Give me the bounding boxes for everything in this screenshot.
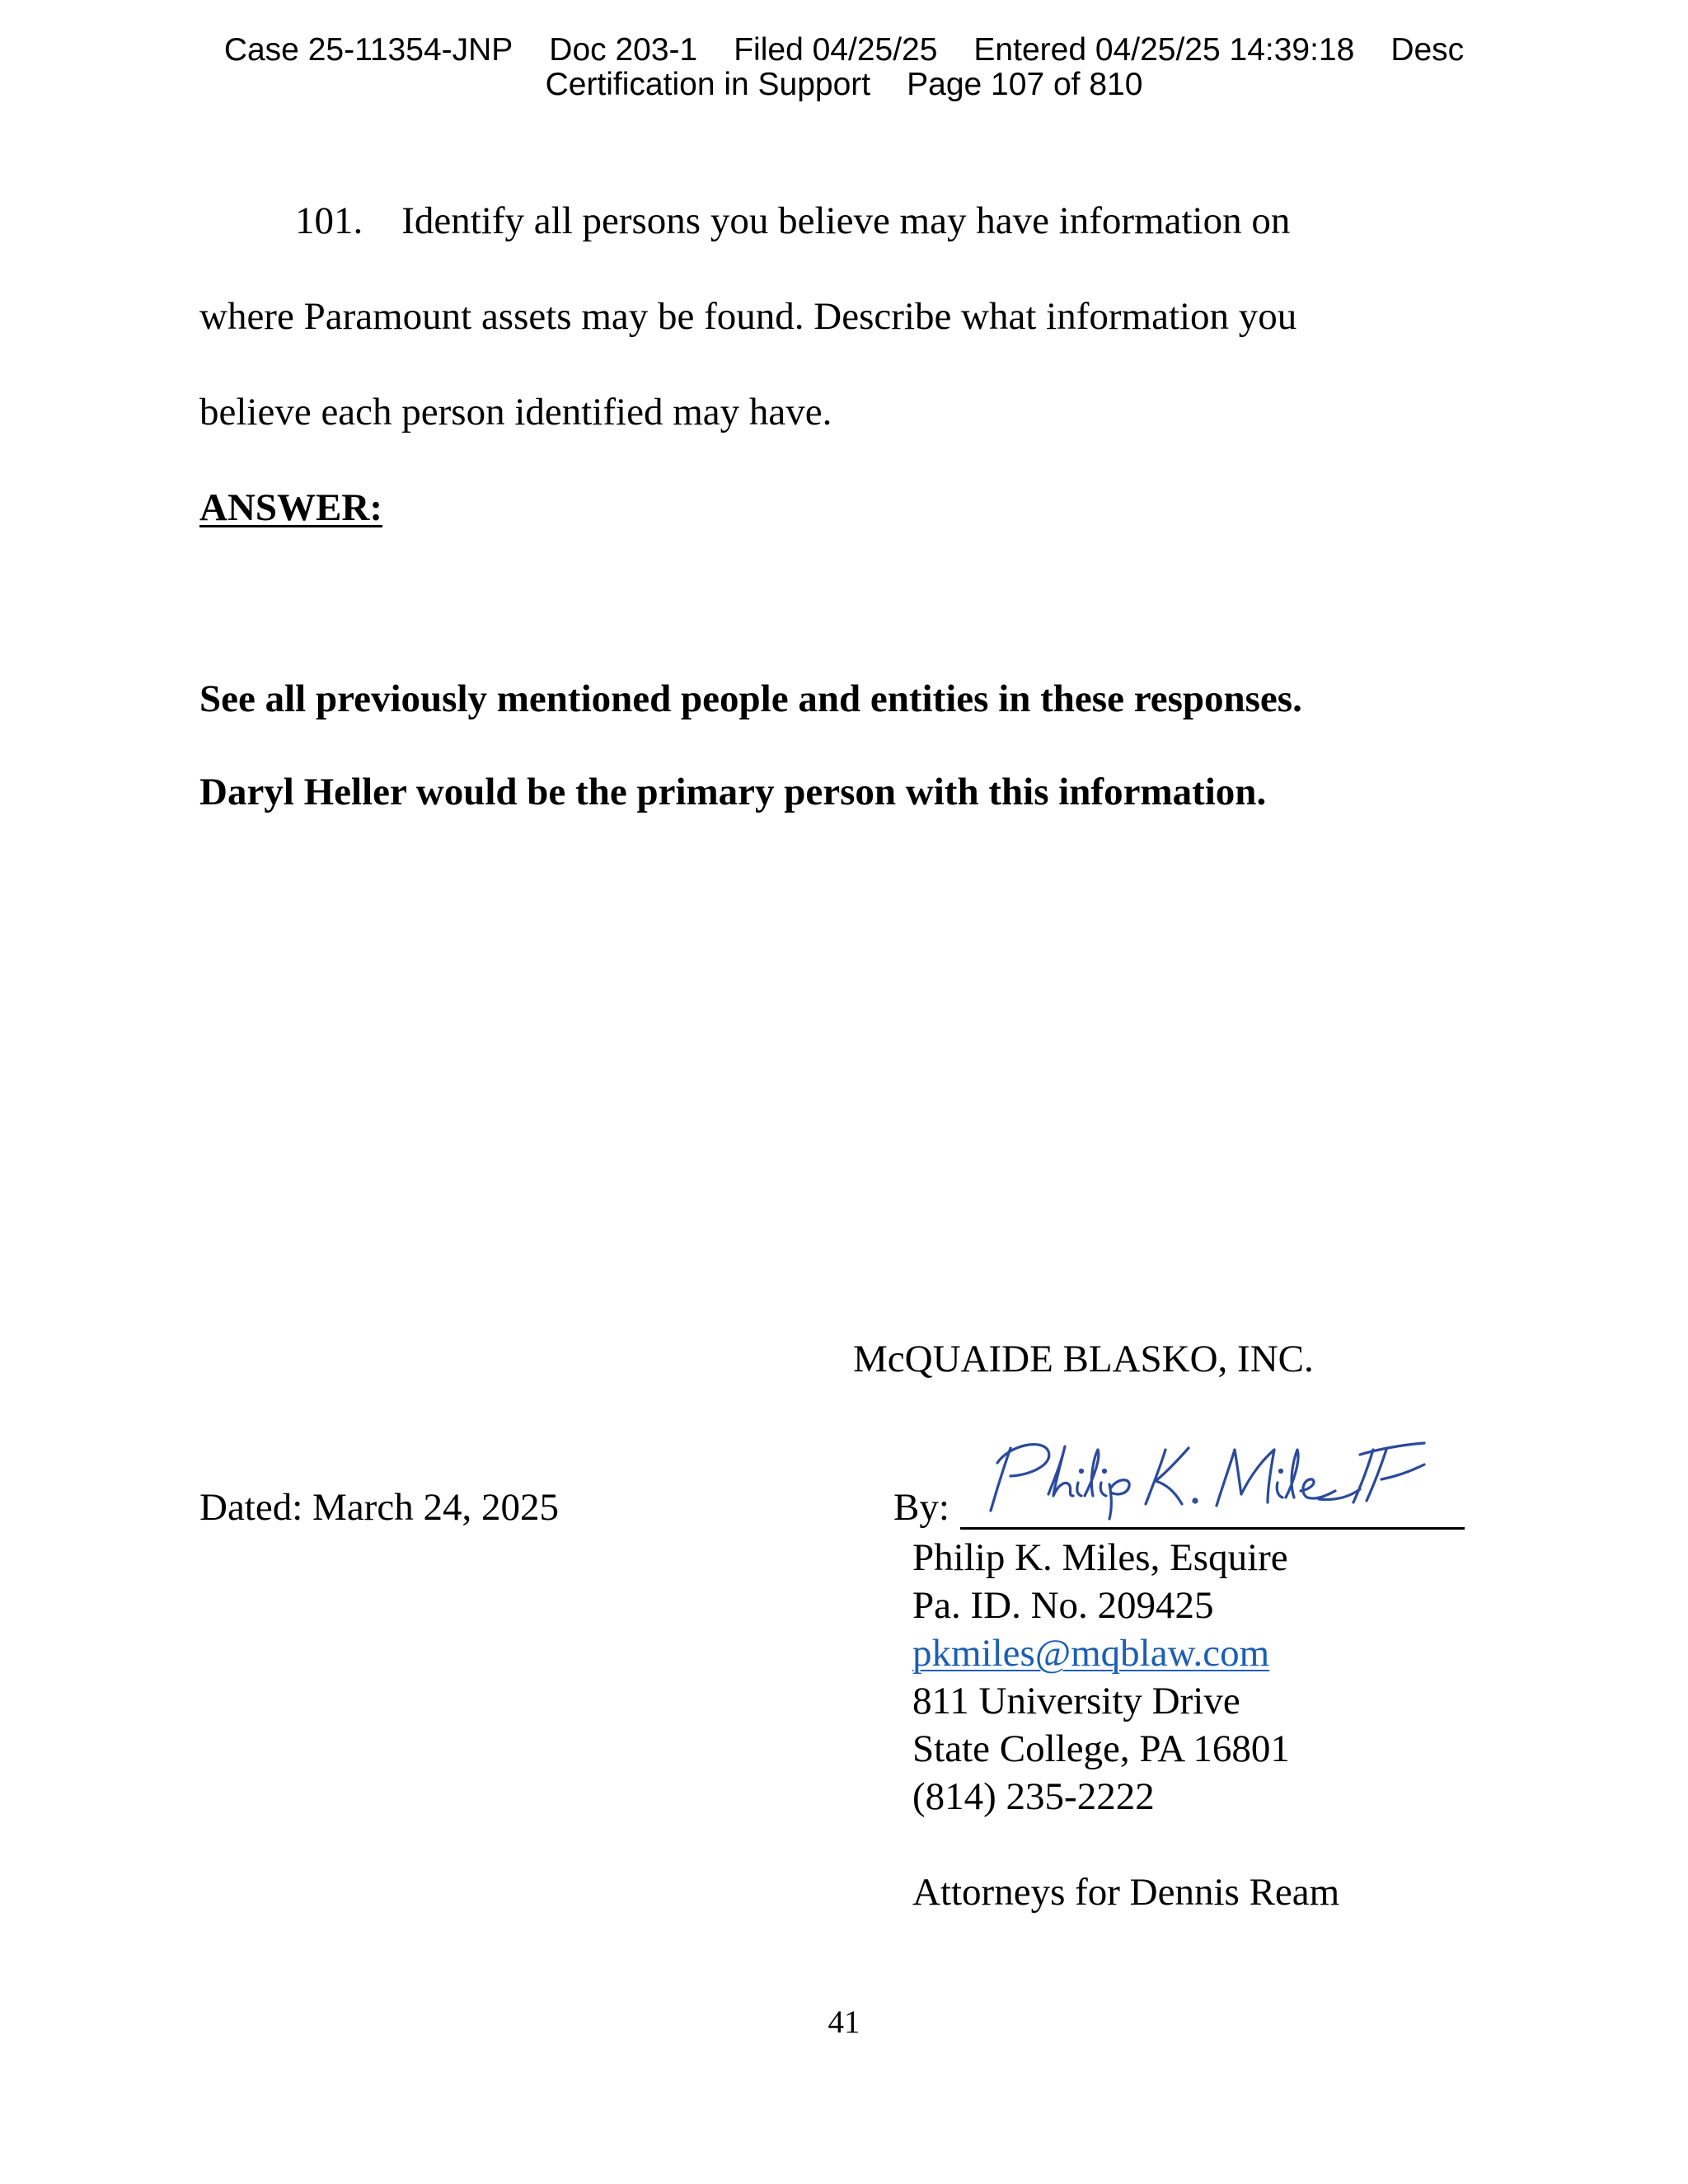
header-case: Case 25-11354-JNP [223,32,513,68]
header-page: Page 107 of 810 [907,67,1143,102]
question-line-2: where Paramount assets may be found. Describe what information you [199,295,1297,338]
by-label: By: [893,1486,950,1529]
attorney-email-link[interactable]: pkmiles@mqblaw.com [912,1632,1270,1675]
question-line-3: believe each person identified may have. [199,391,832,434]
address-street: 811 University Drive [912,1680,1240,1722]
document-header-line2 [0,68,1688,101]
attorney-name: Philip K. Miles, Esquire [912,1536,1288,1579]
header-doc: Doc 203-1 [549,32,698,68]
document-header-line1 [0,33,1688,67]
date-line: Dated: March 24, 2025 [199,1486,559,1529]
attorney-pa-id: Pa. ID. No. 209425 [912,1584,1214,1627]
header-filed: Filed 04/25/25 [734,32,938,68]
answer-line-1: See all previously mentioned people and entities in these responses. [199,677,1302,720]
header-entered: Entered 04/25/25 14:39:18 [973,32,1355,68]
phone-number: (814) 235-2222 [912,1775,1155,1818]
answer-line-2: Daryl Heller would be the primary person with this information. [199,771,1267,813]
question-line-1: 101. Identify all persons you believe may have information on [295,199,1291,242]
attorneys-for: Attorneys for Dennis Ream [912,1871,1340,1914]
signature-text: Philip K. Miles III [973,1430,979,1431]
handwritten-signature [973,1430,1434,1521]
header-title: Certification in Support [545,67,871,102]
address-city: State College, PA 16801 [912,1727,1290,1770]
firm-name: McQUAIDE BLASKO, INC. [853,1338,1314,1380]
page-number: 41 [828,2004,860,2040]
header-desc: Desc [1390,32,1465,68]
signature-line [960,1527,1465,1530]
answer-label: ANSWER: [199,486,382,529]
